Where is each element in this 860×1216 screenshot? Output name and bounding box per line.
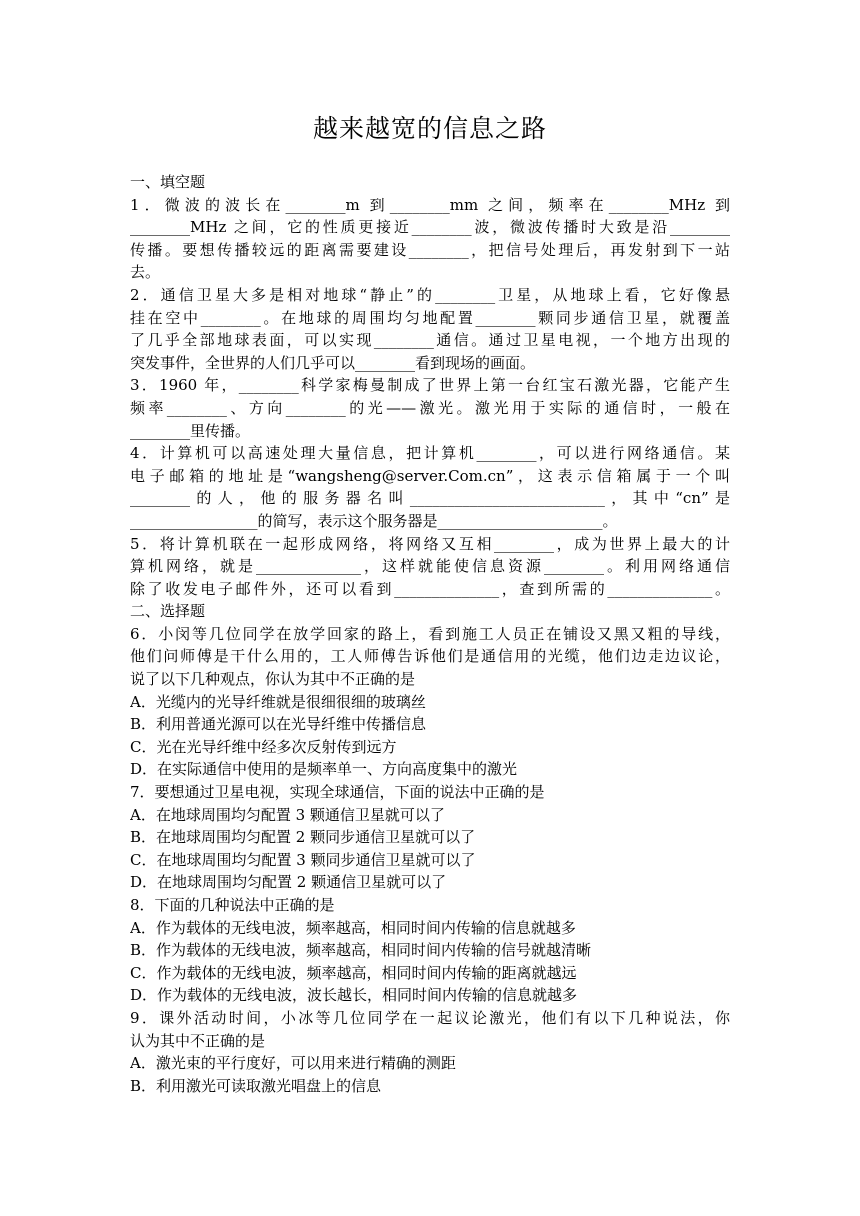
- question-7-option-b: B．在地球周围均匀配置 2 颗同步通信卫星就可以了: [130, 828, 476, 847]
- question-6-option-d: D．在实际通信中使用的是频率单一、方向高度集中的激光: [130, 760, 518, 779]
- question-7-stem: 7．要想通过卫星电视，实现全球通信，下面的说法中正确的是: [130, 783, 545, 802]
- question-8-option-d: D．作为载体的无线电波，波长越长，相同时间内传输的信息就越多: [130, 986, 578, 1005]
- question-1-line-2: ________MHz 之间，它的性质更接近________波，微波传播时大致是沿________: [130, 218, 730, 237]
- question-1-line-1: 1．微波的波长在________m 到________mm 之间，频率在________MHz 到: [130, 195, 730, 214]
- question-4-line-2: 电子邮箱的地址是“wangsheng@server.Com.cn”，这表示信箱属于一个叫: [130, 466, 730, 485]
- question-7-option-a: A．在地球周围均匀配置 3 颗通信卫星就可以了: [130, 805, 445, 824]
- question-5-line-1: 5．将计算机联在一起形成网络，将网络又互相________，成为世界上最大的计: [130, 534, 730, 553]
- question-9-option-b: B．利用激光可读取激光唱盘上的信息: [130, 1076, 382, 1095]
- section-heading-multiple-choice: 二、选择题: [130, 602, 206, 621]
- question-9-option-a: A．激光束的平行度好，可以用来进行精确的测距: [130, 1054, 456, 1073]
- question-6-line-1: 6．小闵等几位同学在放学回家的路上，看到施工人员正在铺设又黑又粗的导线，: [130, 624, 730, 643]
- question-9-line-1: 9．课外活动时间，小冰等几位同学在一起议论激光，他们有以下几种说法，你: [130, 1008, 730, 1027]
- question-3-line-1: 3．1960 年，________科学家梅曼制成了世界上第一台红宝石激光器，它能产生: [130, 376, 730, 395]
- question-3-line-2: 频率________、方向________的光——激光。激光用于实际的通信时，一般在: [130, 398, 730, 417]
- question-6-line-2: 他们问师傅是干什么用的，工人师傅告诉他们是通信用的光缆，他们边走边议论，: [130, 647, 730, 666]
- question-1-line-4: 去。: [130, 263, 161, 282]
- question-8-option-a: A．作为载体的无线电波，频率越高，相同时间内传输的信息就越多: [130, 918, 576, 937]
- question-6-option-b: B．利用普通光源可以在光导纤维中传播信息: [130, 715, 427, 734]
- question-2-line-1: 2．通信卫星大多是相对地球“静止”的________卫星，从地球上看，它好像悬: [130, 285, 730, 304]
- question-4-line-1: 4．计算机可以高速处理大量信息，把计算机________，可以进行网络通信。某: [130, 444, 730, 463]
- question-1-line-3: 传播。要想传播较远的距离需要建设________，把信号处理后，再发射到下一站: [130, 240, 730, 259]
- question-7-option-c: C．在地球周围均匀配置 3 颗同步通信卫星就可以了: [130, 850, 476, 869]
- question-6-option-a: A．光缆内的光导纤维就是很细很细的玻璃丝: [130, 692, 426, 711]
- section-heading-fill-in: 一、填空题: [130, 173, 206, 191]
- question-9-line-2: 认为其中不正确的是: [130, 1031, 266, 1050]
- document-body: [130, 171, 730, 1097]
- document-page: [130, 0, 730, 1097]
- question-4-line-4: _________________的简写，表示这个服务器是______________________。: [130, 511, 618, 530]
- question-3-line-3: ________里传播。: [130, 421, 251, 440]
- question-6-line-3: 说了以下几种观点，你认为其中不正确的是: [130, 670, 416, 689]
- question-8-option-c: C．作为载体的无线电波，频率越高，相同时间内传输的距离就越远: [130, 963, 577, 982]
- question-2-line-3: 了几乎全部地球表面，可以实现________通信。通过卫星电视，一个地方出现的: [130, 331, 730, 350]
- question-8-option-b: B．作为载体的无线电波，频率越高，相同时间内传输的信号就越清晰: [130, 941, 592, 960]
- document-title: 越来越宽的信息之路: [312, 114, 547, 143]
- question-2-line-4: 突发事件，全世界的人们几乎可以________看到现场的画面。: [130, 353, 536, 372]
- question-4-line-3: ________的人，他的服务器名叫__________________________，其中“cn”是: [130, 489, 730, 508]
- question-5-line-2: 算机网络，就是______________，这样就能使信息资源________。利用网络通信: [130, 557, 730, 576]
- question-5-line-3: 除了收发电子邮件外，还可以看到______________，查到所需的______________。: [130, 579, 730, 598]
- question-6-option-c: C．光在光导纤维中经多次反射传到远方: [130, 737, 397, 756]
- question-8-stem: 8．下面的几种说法中正确的是: [130, 896, 335, 914]
- question-7-option-d: D．在地球周围均匀配置 2 颗通信卫星就可以了: [130, 873, 447, 892]
- question-2-line-2: 挂在空中________。在地球的周围均匀地配置________颗同步通信卫星，就覆盖: [130, 308, 730, 327]
